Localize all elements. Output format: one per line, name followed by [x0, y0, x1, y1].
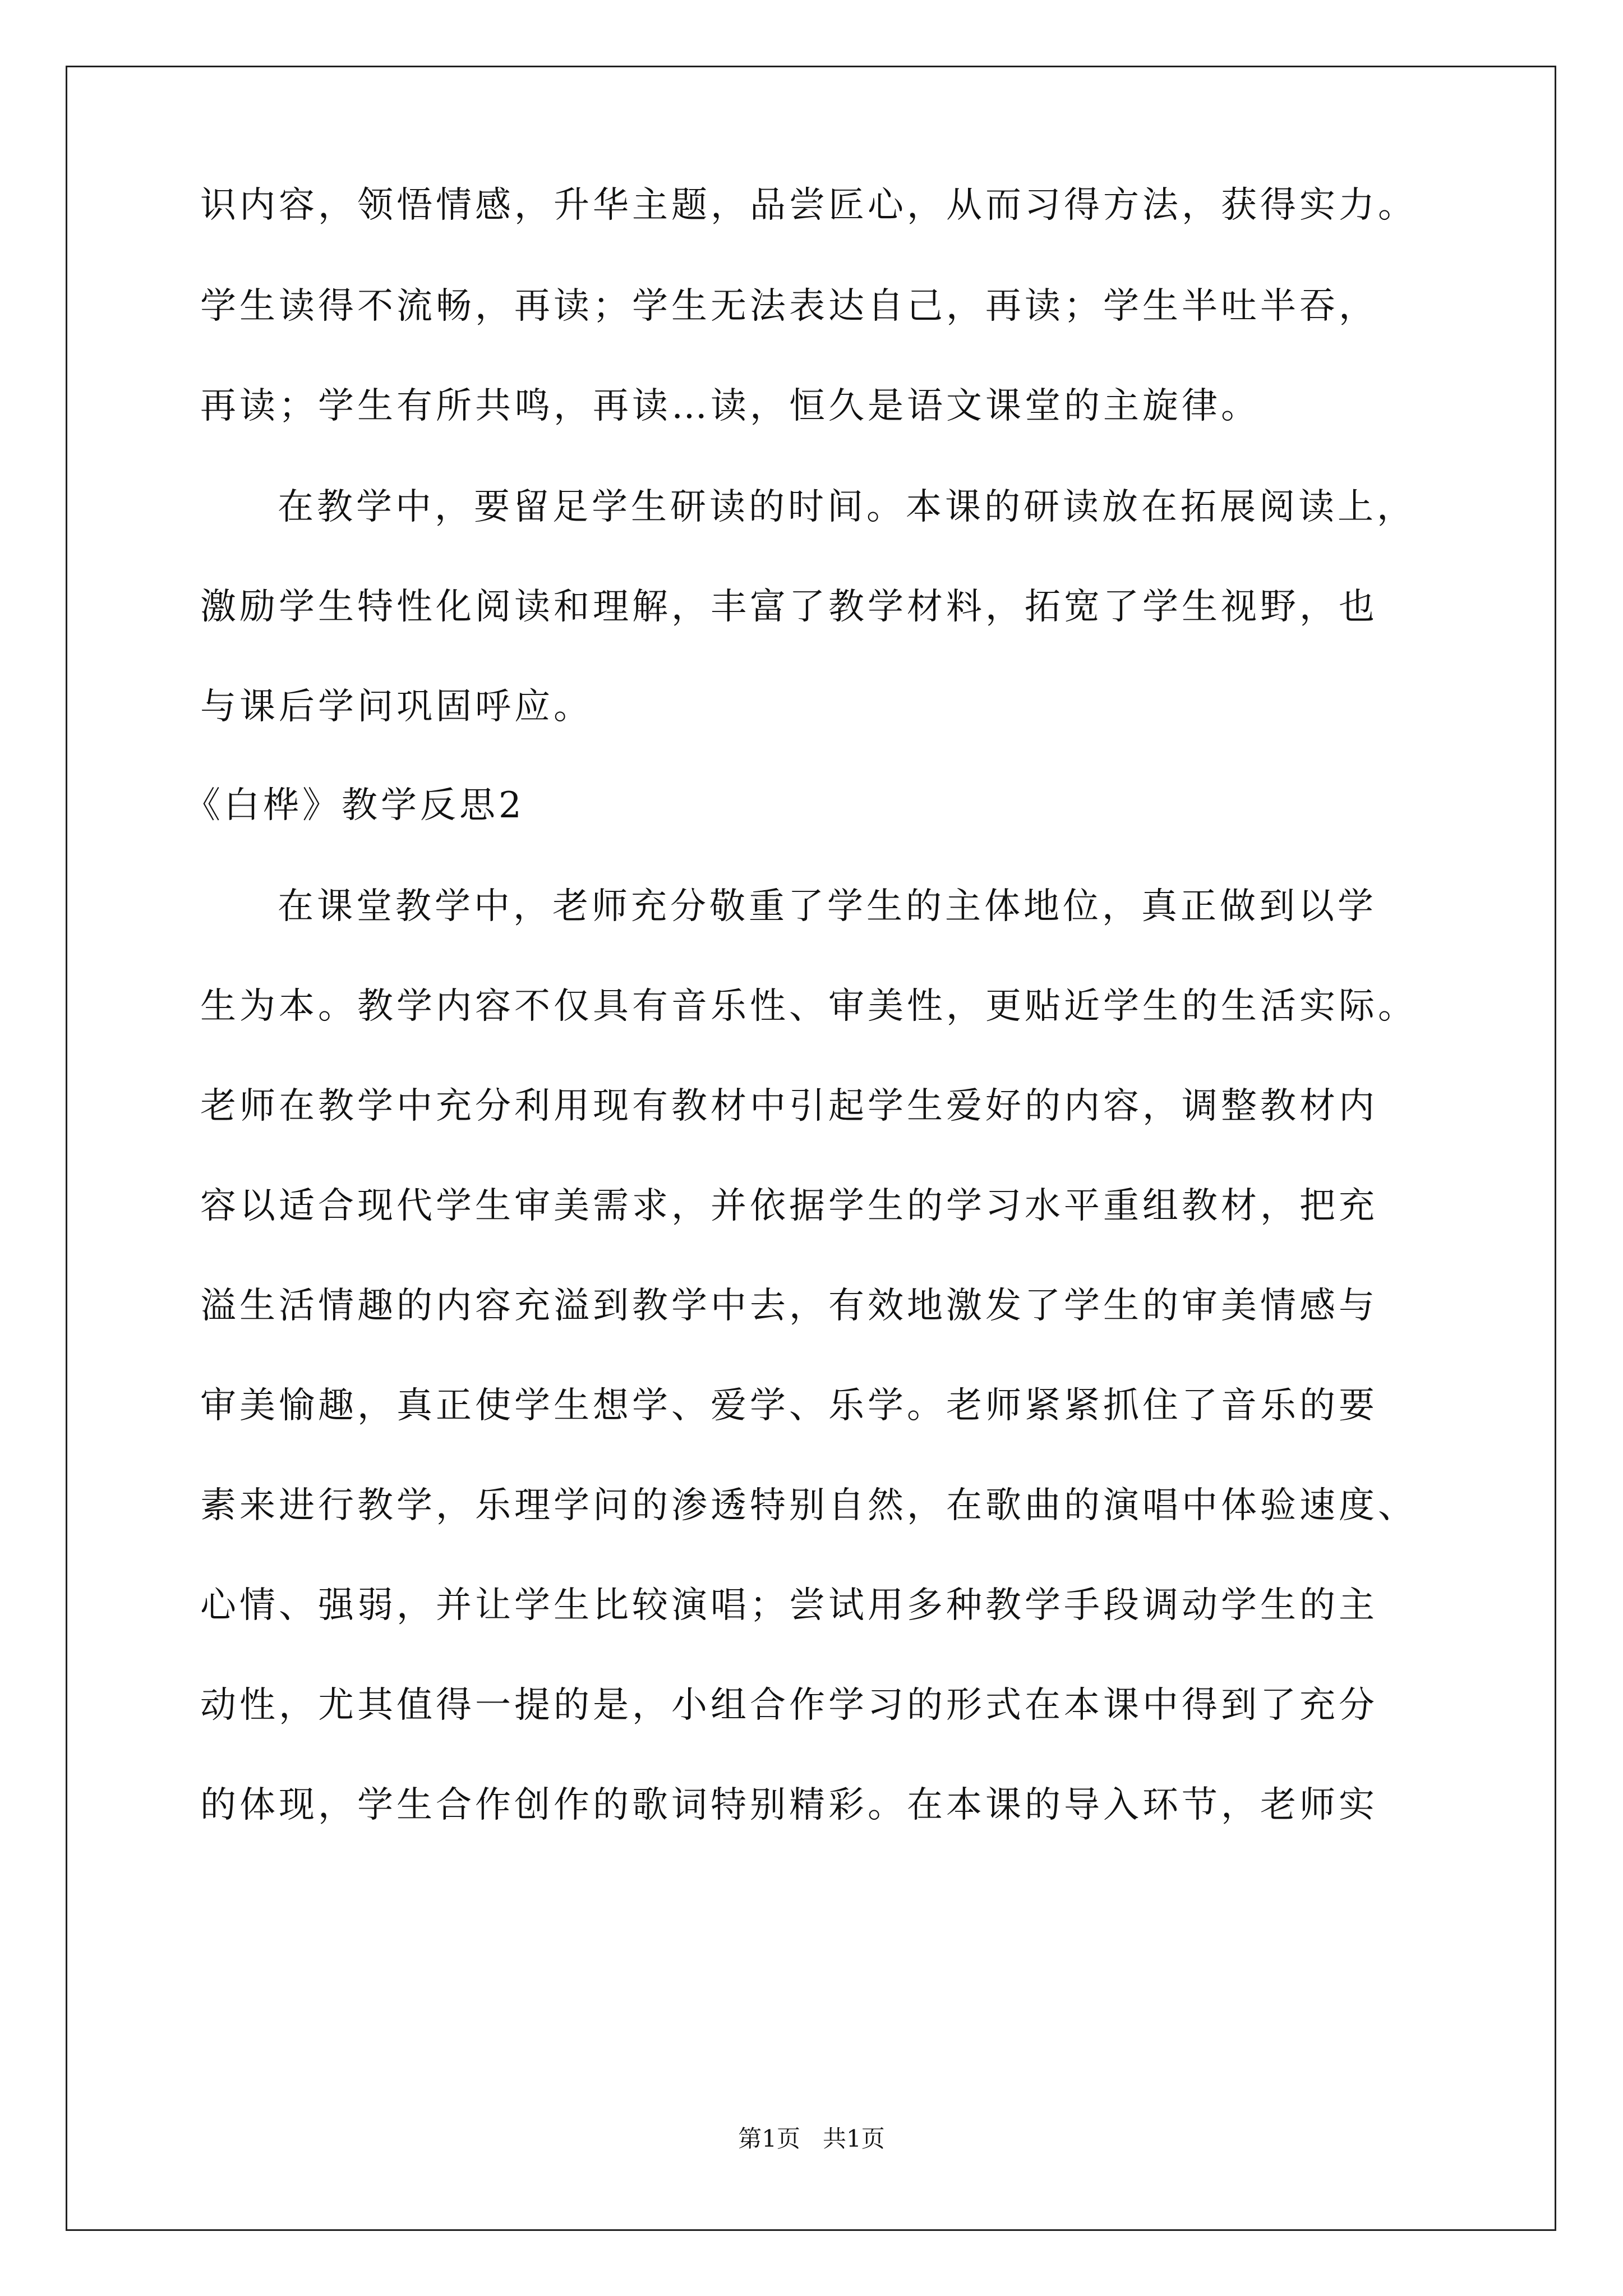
text-line: 生为本。教学内容不仅具有音乐性、审美性，更贴近学生的生活实际。	[200, 986, 1417, 1027]
text-line: 学生读得不流畅，再读；学生无法表达自己，再读；学生半吐半吞，	[200, 286, 1378, 327]
paragraph-first-line: 在教学中，要留足学生研读的时间。本课的研读放在拓展阅读上，	[278, 486, 1416, 528]
page-number-footer: 第1页 共1页	[738, 2125, 885, 2152]
text-line: 容以适合现代学生审美需求，并依据学生的学习水平重组教材，把充	[200, 1185, 1378, 1227]
text-line: 老师在教学中充分利用现有教材中引起学生爱好的内容，调整教材内	[200, 1085, 1378, 1127]
text-line: 激励学生特性化阅读和理解，丰富了教学材料，拓宽了学生视野，也	[200, 586, 1378, 628]
text-line: 动性，尤其值得一提的是，小组合作学习的形式在本课中得到了充分	[200, 1685, 1378, 1726]
paragraph-first-line: 在课堂教学中，老师充分敬重了学生的主体地位，真正做到以学	[278, 886, 1377, 927]
section-heading: 《白桦》教学反思2	[185, 785, 525, 826]
text-line: 溢生活情趣的内容充溢到教学中去，有效地激发了学生的审美情感与	[200, 1285, 1378, 1327]
text-line: 心情、强弱，并让学生比较演唱；尝试用多种教学手段调动学生的主	[200, 1585, 1378, 1626]
text-line: 素来进行教学，乐理学问的渗透特别自然，在歌曲的演唱中体验速度、	[200, 1485, 1417, 1526]
text-line: 与课后学问巩固呼应。	[200, 686, 593, 728]
text-line: 的体现，学生合作创作的歌词特别精彩。在本课的导入环节，老师实	[200, 1784, 1378, 1826]
text-line: 识内容，领悟情感，升华主题，品尝匠心，从而习得方法，获得实力。	[200, 185, 1417, 226]
text-line: 审美愉趣，真正使学生想学、爱学、乐学。老师紧紧抓住了音乐的要	[200, 1385, 1378, 1427]
text-line: 再读；学生有所共鸣，再读…读，恒久是语文课堂的主旋律。	[200, 385, 1260, 427]
